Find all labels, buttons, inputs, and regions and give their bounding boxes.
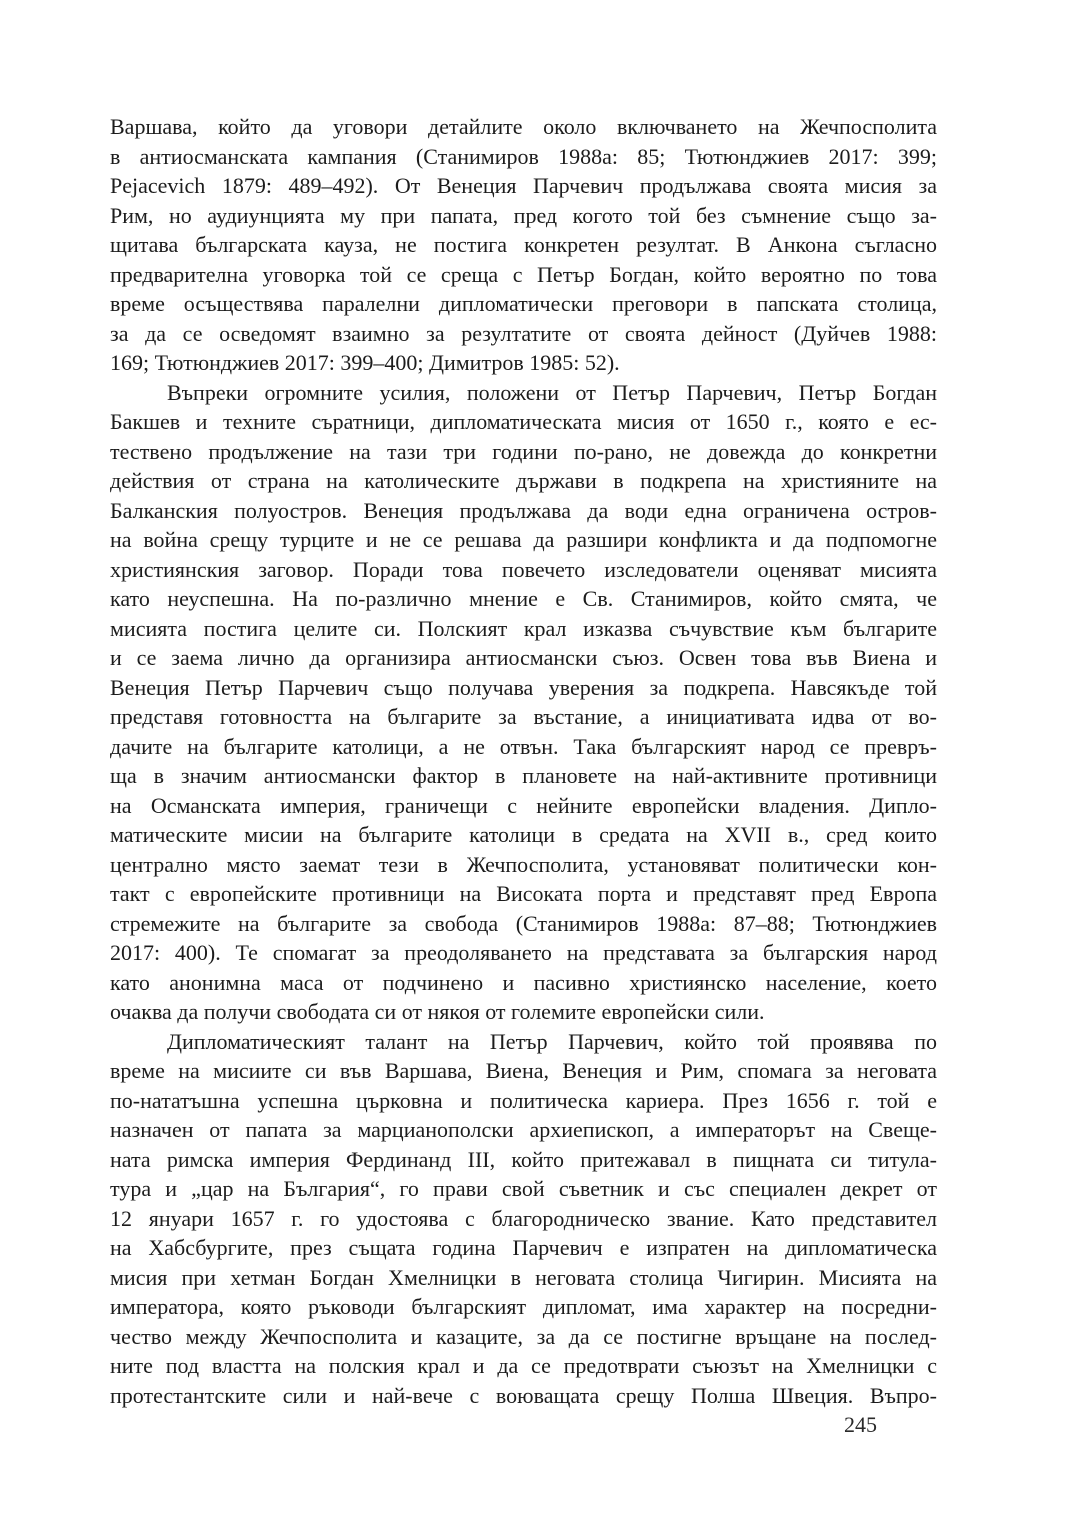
paragraph [110, 1027, 937, 1411]
text-line: християнския заговор. Поради това повечето изследователи оценяват мисията [110, 556, 937, 582]
text-line: тествено продължение на тази три години по-рано, не довежда до конкретни [110, 438, 937, 464]
text-line: предварителна уговорка той се среща с Петър Богдан, който вероятно по това [110, 261, 937, 287]
text-line: на Османската империя, граничещи с нейните европейски владения. Дипло- [110, 792, 937, 818]
text-line: представя готовността на българите за въстание, а инициативата идва от во- [110, 704, 937, 729]
text-line: протестантските сили и най-вече с воюващата срещу Полша Швеция. Въпро- [110, 1382, 937, 1408]
text-line: такт с европейските противници на Високата порта и представят пред Европа [110, 881, 937, 906]
text-line: мисията постига целите си. Полският крал изказва съчувствие към българите [110, 615, 937, 641]
text-line: и се заема лично да организира антиосмански съюз. Освен това във Виена и [110, 645, 937, 670]
text-line: като неуспешна. На по-различно мнение е Св. Станимиров, който смята, че [110, 586, 937, 611]
text-line: ща в значим антиосмански фактор в плановете на най-активните противници [110, 763, 937, 788]
paragraph [110, 112, 937, 378]
text-line: действия от страна на католическите държави в подкрепа на християните на [110, 468, 937, 493]
text-line: като анонимна маса от подчинено и пасивно християнско население, което [110, 969, 937, 995]
text-line: за да се осведомят взаимно за резултатите от своята дейност (Дуйчев 1988: [110, 320, 937, 346]
paragraph [110, 378, 937, 1027]
text-line: Бакшев и техните съратници, дипломатическата мисия от 1650 г., която е ес- [110, 409, 937, 434]
text-line: дачите на българите католици, а не отвън. Така българският народ се превръ- [110, 733, 937, 759]
text-line: Дипломатическият талант на Петър Парчевич, който той проявява по [167, 1028, 937, 1054]
text-line: Венеция Петър Парчевич също получава уверения за подкрепа. Навсякъде той [110, 674, 937, 700]
text-line: на Хабсбургите, през същата година Парчевич е изпратен на дипломатическа [110, 1235, 937, 1260]
text-line: време на мисиите си във Варшава, Виена, Венеция и Рим, спомага за неговата [110, 1058, 937, 1083]
text-line: щитава българската кауза, не постига конкретен резултат. В Анкона съгласно [110, 232, 937, 257]
text-line: в антиосманската кампания (Станимиров 1988а: 85; Тютюнджиев 2017: 399; [110, 143, 937, 169]
paragraphs-container [110, 112, 937, 1410]
text-line: императора, която ръководи българският дипломат, има характер на посредни- [110, 1294, 937, 1319]
text-line: Pejacevich 1879: 489–492). От Венеция Парчевич продължава своята мисия за [110, 173, 937, 198]
text-line: ните под властта на полския крал и да се предотврати съюзът на Хмелницки с [110, 1353, 937, 1378]
text-line: 2017: 400). Те спомагат за преодоляването на представата за българския народ [110, 940, 937, 965]
text-line: матическите мисии на българите католици в средата на XVII в., сред които [110, 822, 937, 847]
text-line: назначен от папата за марцианополски архиепископ, а императорът на Свеще- [110, 1117, 937, 1142]
text-line: време осъществява паралелни дипломатически преговори в папската столица, [110, 291, 937, 316]
text-block [110, 112, 937, 1440]
text-line: Балканския полуостров. Венеция продължава да води една ограничена остров- [110, 497, 937, 523]
text-line: ната римска империя Фердинанд III, който притежавал в пищната си титула- [110, 1146, 937, 1172]
text-line: на война срещу турците и не се решава да разшири конфликта и да подпомогне [110, 527, 937, 552]
text-line: мисия при хетман Богдан Хмелницки в неговата столица Чигирин. Мисията на [110, 1264, 937, 1290]
text-line: централно място заемат тези в Жечпосполита, установяват политически кон- [110, 851, 937, 877]
folio-line [110, 1410, 937, 1440]
text-line: стремежите на българите за свобода (Станимиров 1988а: 87–88; Тютюнджиев [110, 910, 937, 936]
text-line: тура и „цар на България“, го прави свой съветник и със специален декрет от [110, 1176, 937, 1201]
page-number: 245 [844, 1412, 877, 1437]
text-line: Въпреки огромните усилия, положени от Петър Парчевич, Петър Богдан [167, 379, 937, 405]
text-line: 12 януари 1657 г. го удостоява с благородническо звание. Като представител [110, 1205, 937, 1231]
text-line: 169; Тютюнджиев 2017: 399–400; Димитров 1985: 52). [110, 350, 620, 375]
text-line: чество между Жечпосполита и казаците, за да се постигне връщане на послед- [110, 1323, 937, 1349]
text-line: Варшава, който да уговори детайлите около включването на Жечпосполита [110, 114, 937, 139]
text-line: очаква да получи свободата си от някоя от големите европейски сили. [110, 999, 765, 1024]
text-line: по-нататъшна успешна църковна и политическа кариера. През 1656 г. той е [110, 1087, 937, 1113]
text-line: Рим, но аудиунцията му при папата, пред когото той без съмнение също за- [110, 202, 937, 228]
